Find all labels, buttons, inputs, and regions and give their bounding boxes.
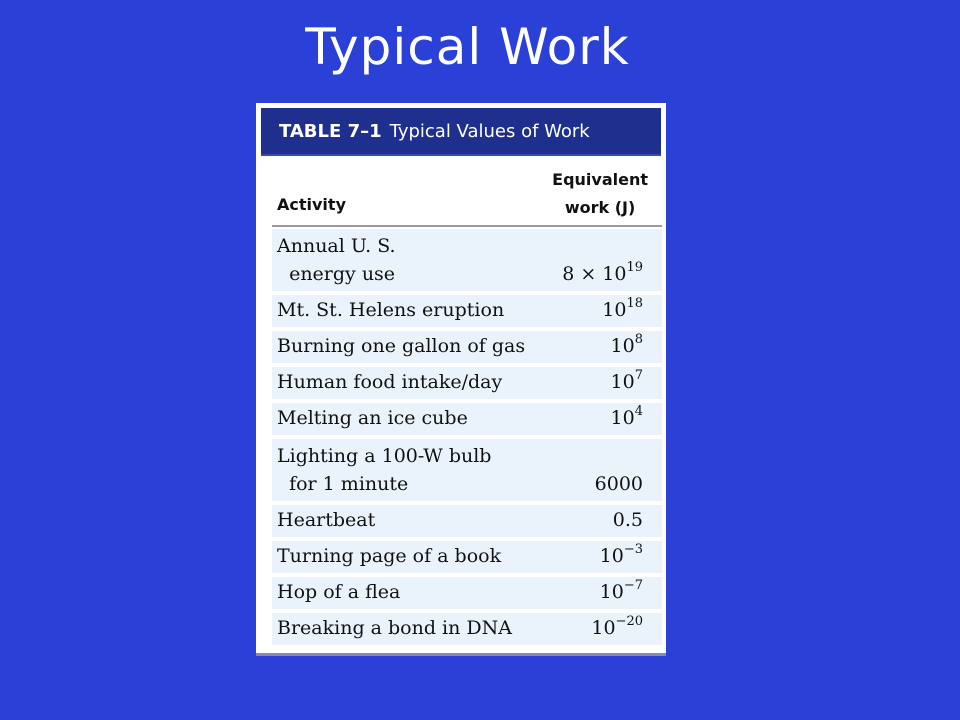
table-caption bbox=[261, 108, 661, 156]
table-row bbox=[272, 367, 662, 399]
row-work-base: 0.5 bbox=[612, 509, 643, 531]
row-work-base: 10 bbox=[610, 371, 635, 393]
column-header-work-line2: work (J) bbox=[564, 198, 636, 217]
row-work-base: 6000 bbox=[594, 473, 643, 495]
row-activity: Human food intake/day bbox=[277, 371, 503, 393]
table-body bbox=[272, 229, 662, 649]
row-work bbox=[595, 470, 643, 498]
row-work bbox=[600, 542, 643, 570]
row-work-exponent: 19 bbox=[626, 260, 643, 275]
row-activity: Mt. St. Helens eruption bbox=[277, 299, 505, 321]
row-work bbox=[611, 404, 643, 432]
table-row bbox=[272, 403, 662, 435]
row-work-base: 8 × 10 bbox=[562, 263, 627, 285]
row-work-base: 10 bbox=[599, 545, 624, 567]
table-row bbox=[272, 541, 662, 573]
row-work-exponent: 18 bbox=[626, 296, 643, 311]
row-activity: Hop of a flea bbox=[277, 581, 401, 603]
table-row bbox=[272, 439, 662, 501]
table-row bbox=[272, 295, 662, 327]
row-work-base: 10 bbox=[599, 581, 624, 603]
row-work-base: 10 bbox=[610, 335, 635, 357]
table-number: TABLE 7–1 bbox=[279, 121, 382, 142]
row-work bbox=[611, 368, 643, 396]
row-activity: Annual U. S. energy use bbox=[277, 235, 396, 285]
row-work-exponent: −20 bbox=[615, 614, 643, 629]
row-activity: Burning one gallon of gas bbox=[277, 335, 526, 357]
row-work bbox=[602, 296, 643, 324]
row-work bbox=[562, 260, 643, 288]
row-work-exponent: −7 bbox=[623, 578, 643, 593]
row-activity: Breaking a bond in DNA bbox=[277, 617, 512, 639]
row-work-exponent: 4 bbox=[634, 404, 643, 419]
row-activity: Turning page of a book bbox=[277, 545, 502, 567]
row-activity: Melting an ice cube bbox=[277, 407, 468, 429]
table-row bbox=[272, 229, 662, 291]
table-row bbox=[272, 505, 662, 537]
table-caption-title: Typical Values of Work bbox=[389, 121, 590, 142]
row-work-exponent: 7 bbox=[634, 368, 643, 383]
column-header-activity: Activity bbox=[277, 195, 346, 214]
row-work-exponent: −3 bbox=[623, 542, 643, 557]
row-work-exponent: 8 bbox=[634, 332, 643, 347]
slide-title: Typical Work bbox=[305, 18, 630, 76]
column-header-work bbox=[552, 166, 648, 222]
table-row bbox=[272, 331, 662, 363]
header-divider bbox=[272, 225, 662, 227]
work-values-table bbox=[256, 103, 666, 656]
table-row bbox=[272, 613, 662, 645]
row-work-base: 10 bbox=[602, 299, 627, 321]
row-activity: Lighting a 100-W bulb for 1 minute bbox=[277, 445, 492, 495]
column-header-work-line1: Equivalent bbox=[552, 170, 648, 189]
row-activity: Heartbeat bbox=[277, 509, 376, 531]
row-work-base: 10 bbox=[610, 407, 635, 429]
row-work bbox=[591, 614, 643, 642]
row-work bbox=[613, 506, 643, 534]
table-row bbox=[272, 577, 662, 609]
row-work-base: 10 bbox=[591, 617, 616, 639]
row-work bbox=[600, 578, 643, 606]
row-work bbox=[611, 332, 643, 360]
